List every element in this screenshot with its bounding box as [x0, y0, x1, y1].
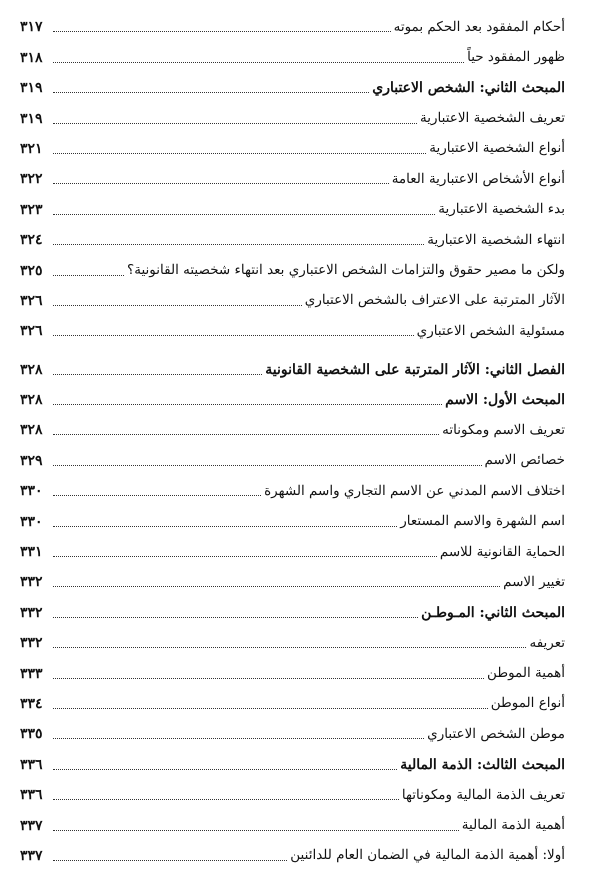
dot-leader: [53, 275, 124, 276]
toc-entry-page: ٣٢٦: [20, 292, 43, 309]
toc-entry[interactable]: [20, 220, 565, 250]
toc-entry-page: ٣٣٧: [20, 847, 43, 864]
toc-entry-title: تعريف الذمة المالية ومكوناتها: [401, 786, 565, 803]
dot-leader: [53, 183, 389, 184]
dot-leader: [53, 647, 526, 648]
toc-entry-title: خصائص الاسم: [484, 452, 565, 469]
toc-entry-page: ٣٣٢: [20, 604, 43, 621]
toc-entry[interactable]: [20, 68, 565, 98]
toc-entry-title: أنواع الشخصية الاعتبارية: [429, 140, 565, 157]
dot-leader: [53, 830, 459, 831]
toc-entry[interactable]: [20, 775, 565, 805]
toc-entry[interactable]: [20, 684, 565, 714]
dot-leader: [53, 556, 437, 557]
toc-entry-page: ٣٢٥: [20, 262, 43, 279]
toc-entry[interactable]: [20, 7, 565, 37]
dot-leader: [53, 617, 418, 618]
toc-entry-title: بدء الشخصية الاعتبارية: [438, 201, 565, 218]
toc-entry-title: الحماية القانونية للاسم: [439, 543, 565, 560]
dot-leader: [53, 374, 262, 375]
dot-leader: [53, 92, 369, 93]
toc-entry-title: أنواع الموطن: [490, 695, 565, 712]
dot-leader: [53, 708, 488, 709]
toc-entry-page: ٣٣٢: [20, 635, 43, 652]
toc-entry-page: ٣٢١: [20, 140, 43, 157]
toc-entry-title: المبحث الثاني: الشخص الاعتباري: [372, 80, 565, 97]
dot-leader: [53, 214, 435, 215]
dot-leader: [53, 678, 484, 679]
dot-leader: [53, 434, 439, 435]
toc-entry-page: ٣١٩: [20, 110, 43, 127]
dot-leader: [53, 404, 442, 405]
toc-entry-title: تعريف الاسم ومكوناته: [442, 421, 565, 438]
toc-entry[interactable]: [20, 98, 565, 128]
toc-entry-title: أولا: أهمية الذمة المالية في الضمان العام للدائنين: [290, 847, 565, 864]
toc-entry[interactable]: [20, 410, 565, 440]
toc-entry-title: أهمية الذمة المالية: [461, 817, 565, 834]
toc-entry-title: تعريف الشخصية الاعتبارية: [420, 110, 565, 127]
dot-leader: [53, 769, 397, 770]
toc-entry[interactable]: [20, 592, 565, 622]
toc-entry-page: ٣٣٠: [20, 483, 43, 500]
toc-entry-page: ٣١٨: [20, 49, 43, 66]
toc-entry-title: المبحث الثالث: الذمة المالية: [400, 756, 565, 773]
toc-entry[interactable]: [20, 805, 565, 835]
toc-entry[interactable]: [20, 653, 565, 683]
toc-entry[interactable]: [20, 380, 565, 410]
dot-leader: [53, 123, 417, 124]
toc-entry-title: مسئولية الشخص الاعتباري: [416, 322, 565, 339]
toc-entry[interactable]: [20, 37, 565, 67]
toc-entry[interactable]: [20, 836, 565, 866]
toc-entry-title: ظهور المفقود حياً: [467, 49, 565, 66]
table-of-contents: [20, 7, 565, 866]
toc-entry[interactable]: [20, 129, 565, 159]
dot-leader: [53, 586, 500, 587]
toc-entry-page: ٣٢٨: [20, 392, 43, 409]
toc-entry-page: ٣٢٩: [20, 452, 43, 469]
toc-entry-title: موطن الشخص الاعتباري: [427, 725, 565, 742]
toc-entry[interactable]: [20, 744, 565, 774]
toc-entry[interactable]: [20, 562, 565, 592]
toc-entry-page: ٣٣٤: [20, 695, 43, 712]
toc-entry-title: تغيير الاسم: [503, 573, 565, 590]
toc-entry-title: المبحث الأول: الاسم: [445, 392, 565, 409]
toc-entry-page: ٣٢٣: [20, 201, 43, 218]
toc-entry-title: اختلاف الاسم المدني عن الاسم التجاري واسم الشهرة: [264, 482, 565, 499]
dot-leader: [53, 465, 482, 466]
dot-leader: [53, 738, 424, 739]
toc-entry-page: ٣٣٠: [20, 513, 43, 530]
toc-entry-title: انتهاء الشخصية الاعتبارية: [427, 231, 565, 248]
toc-entry-page: ٣٣٥: [20, 726, 43, 743]
dot-leader: [53, 244, 424, 245]
toc-entry[interactable]: [20, 349, 565, 379]
toc-entry-page: ٣٢٢: [20, 171, 43, 188]
toc-entry-page: ٣٢٦: [20, 323, 43, 340]
toc-entry-page: ٣٢٤: [20, 232, 43, 249]
toc-entry-page: ٣٣٢: [20, 574, 43, 591]
toc-entry[interactable]: [20, 311, 565, 341]
toc-entry-page: ٣٢٨: [20, 361, 43, 378]
dot-leader: [53, 305, 302, 306]
toc-entry[interactable]: [20, 159, 565, 189]
dot-leader: [53, 495, 261, 496]
toc-entry-page: ٣٣١: [20, 544, 43, 561]
toc-entry-title: تعريفه: [529, 634, 565, 651]
dot-leader: [53, 153, 426, 154]
toc-entry[interactable]: [20, 501, 565, 531]
toc-entry-page: ٣٢٨: [20, 422, 43, 439]
toc-entry-title: الآثار المترتبة على الاعتراف بالشخص الاعتباري: [304, 292, 565, 309]
toc-entry-title: اسم الشهرة والاسم المستعار: [400, 513, 565, 530]
dot-leader: [53, 799, 399, 800]
toc-entry-title: ولكن ما مصير حقوق والتزامات الشخص الاعتباري بعد انتهاء شخصيته القانونية؟: [127, 262, 565, 279]
toc-entry[interactable]: [20, 281, 565, 311]
toc-entry-title: أنواع الأشخاص الاعتبارية العامة: [391, 170, 565, 187]
toc-entry-page: ٣٣٦: [20, 787, 43, 804]
toc-entry[interactable]: [20, 623, 565, 653]
toc-entry[interactable]: [20, 532, 565, 562]
dot-leader: [53, 860, 287, 861]
toc-entry[interactable]: [20, 471, 565, 501]
toc-entry-title: الفصل الثاني: الآثار المترتبة على الشخصية القانونية: [265, 361, 565, 378]
dot-leader: [53, 526, 397, 527]
toc-entry-title: أهمية الموطن: [487, 665, 565, 682]
toc-entry-page: ٣١٩: [20, 80, 43, 97]
toc-entry[interactable]: [20, 440, 565, 470]
toc-entry-page: ٣٣٣: [20, 665, 43, 682]
dot-leader: [53, 335, 414, 336]
toc-entry[interactable]: [20, 250, 565, 280]
toc-entry-page: ٣٣٧: [20, 817, 43, 834]
dot-leader: [53, 62, 464, 63]
toc-entry[interactable]: [20, 189, 565, 219]
toc-entry-title: المبحث الثاني: المـوطـن: [421, 604, 565, 621]
dot-leader: [53, 31, 391, 32]
toc-entry-title: أحكام المفقود بعد الحكم بموته: [393, 18, 565, 35]
toc-entry-page: ٣٣٦: [20, 756, 43, 773]
toc-entry[interactable]: [20, 714, 565, 744]
toc-entry-page: ٣١٧: [20, 19, 43, 36]
